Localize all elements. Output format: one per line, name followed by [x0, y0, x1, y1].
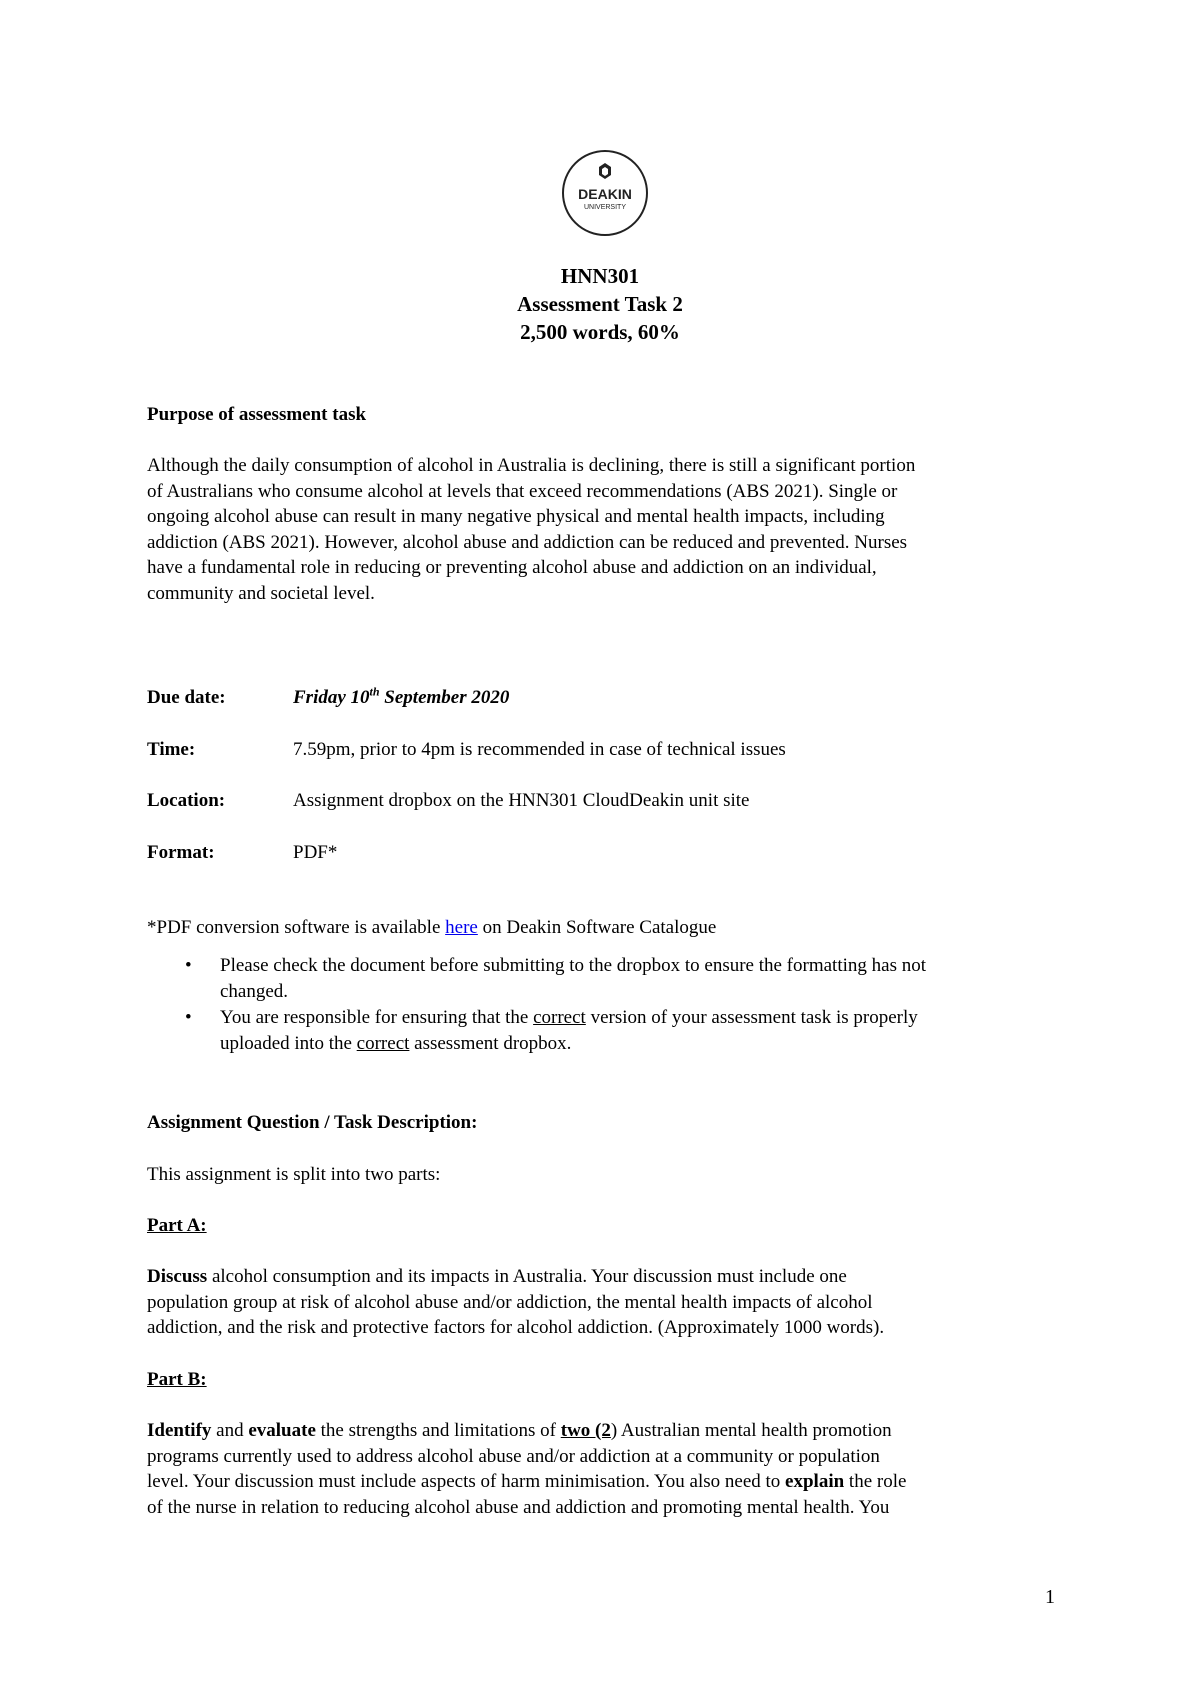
bullet-marker: •	[185, 1007, 192, 1028]
list-item: • Please check the document before submitting to the dropbox to ensure the formatting has not changed.	[185, 955, 926, 1002]
logo-wordmark: DEAKIN	[578, 186, 632, 202]
word-count-weight: 2,500 words, 60%	[520, 320, 680, 344]
location-row	[147, 788, 1067, 814]
location-value: Assignment dropbox on the HNN301 CloudDeakin unit site	[293, 790, 750, 811]
part-b-paragraph: Identify and evaluate the strengths and limitations of two (2) Australian mental health promotion programs currently used to address alcohol abuse and/or addiction at a community or population level. Your discussion must include aspects of harm minimisation. You also need to explain the role of the nurse in relation to reducing alcohol abuse and addiction and promoting mental health. You	[147, 1420, 907, 1518]
part-a-paragraph: Discuss alcohol consumption and its impacts in Australia. Your discussion must include one population group at risk of alcohol abuse and/or addiction, the mental health impacts of alcohol addiction, and the risk and protective factors for alcohol addiction. (Approximately 1000 words).	[147, 1266, 885, 1338]
purpose-line: have a fundamental role in reducing or preventing alcohol abuse and addiction on an individual,	[147, 557, 877, 578]
time-label: Time:	[147, 739, 196, 760]
list-item: • You are responsible for ensuring that the correct version of your assessment task is properly uploaded into the correct assessment dropbox.	[185, 1007, 918, 1054]
due-date-label: Due date:	[147, 687, 226, 708]
page-number: 1	[1045, 1586, 1055, 1608]
purpose-paragraph	[147, 453, 1067, 606]
part-a-heading: Part A:	[147, 1215, 207, 1236]
submission-notes-list	[147, 953, 1067, 1057]
format-label: Format:	[147, 842, 215, 863]
time-row	[147, 737, 1067, 763]
task-title: Assessment Task 2	[517, 292, 683, 316]
format-row	[147, 840, 1067, 866]
purpose-line: addiction (ABS 2021). However, alcohol abuse and addiction can be reduced and prevented. Nurses	[147, 531, 908, 553]
unit-code: HNN301	[560, 264, 640, 288]
due-date-row	[147, 685, 1067, 711]
purpose-line: ongoing alcohol abuse can result in many negative physical and mental health impacts, including	[147, 506, 885, 527]
document-header	[0, 262, 1200, 346]
purpose-line: of Australians who consume alcohol at levels that exceed recommendations (ABS 2021). Single or	[147, 480, 898, 502]
purpose-line: community and societal level.	[147, 582, 375, 604]
part-b-heading: Part B:	[147, 1369, 207, 1390]
bullet-marker: •	[185, 955, 192, 976]
logo-subtext: UNIVERSITY	[583, 204, 627, 211]
location-label: Location:	[147, 790, 226, 811]
purpose-line: Although the daily consumption of alcohol in Australia is declining, there is still a significant portion	[147, 455, 916, 476]
task-heading: Assignment Question / Task Description:	[147, 1112, 478, 1133]
format-value: PDF*	[293, 842, 338, 863]
deakin-university-logo	[561, 149, 649, 237]
due-date-value: Friday 10th September 2020	[293, 684, 510, 708]
purpose-heading: Purpose of assessment task	[147, 404, 367, 425]
software-catalogue-link[interactable]: here	[445, 917, 478, 938]
pdf-note: *PDF conversion software is available here on Deakin Software Catalogue	[147, 917, 717, 938]
task-intro: This assignment is split into two parts:	[147, 1164, 441, 1185]
time-value: 7.59pm, prior to 4pm is recommended in case of technical issues	[293, 739, 786, 760]
